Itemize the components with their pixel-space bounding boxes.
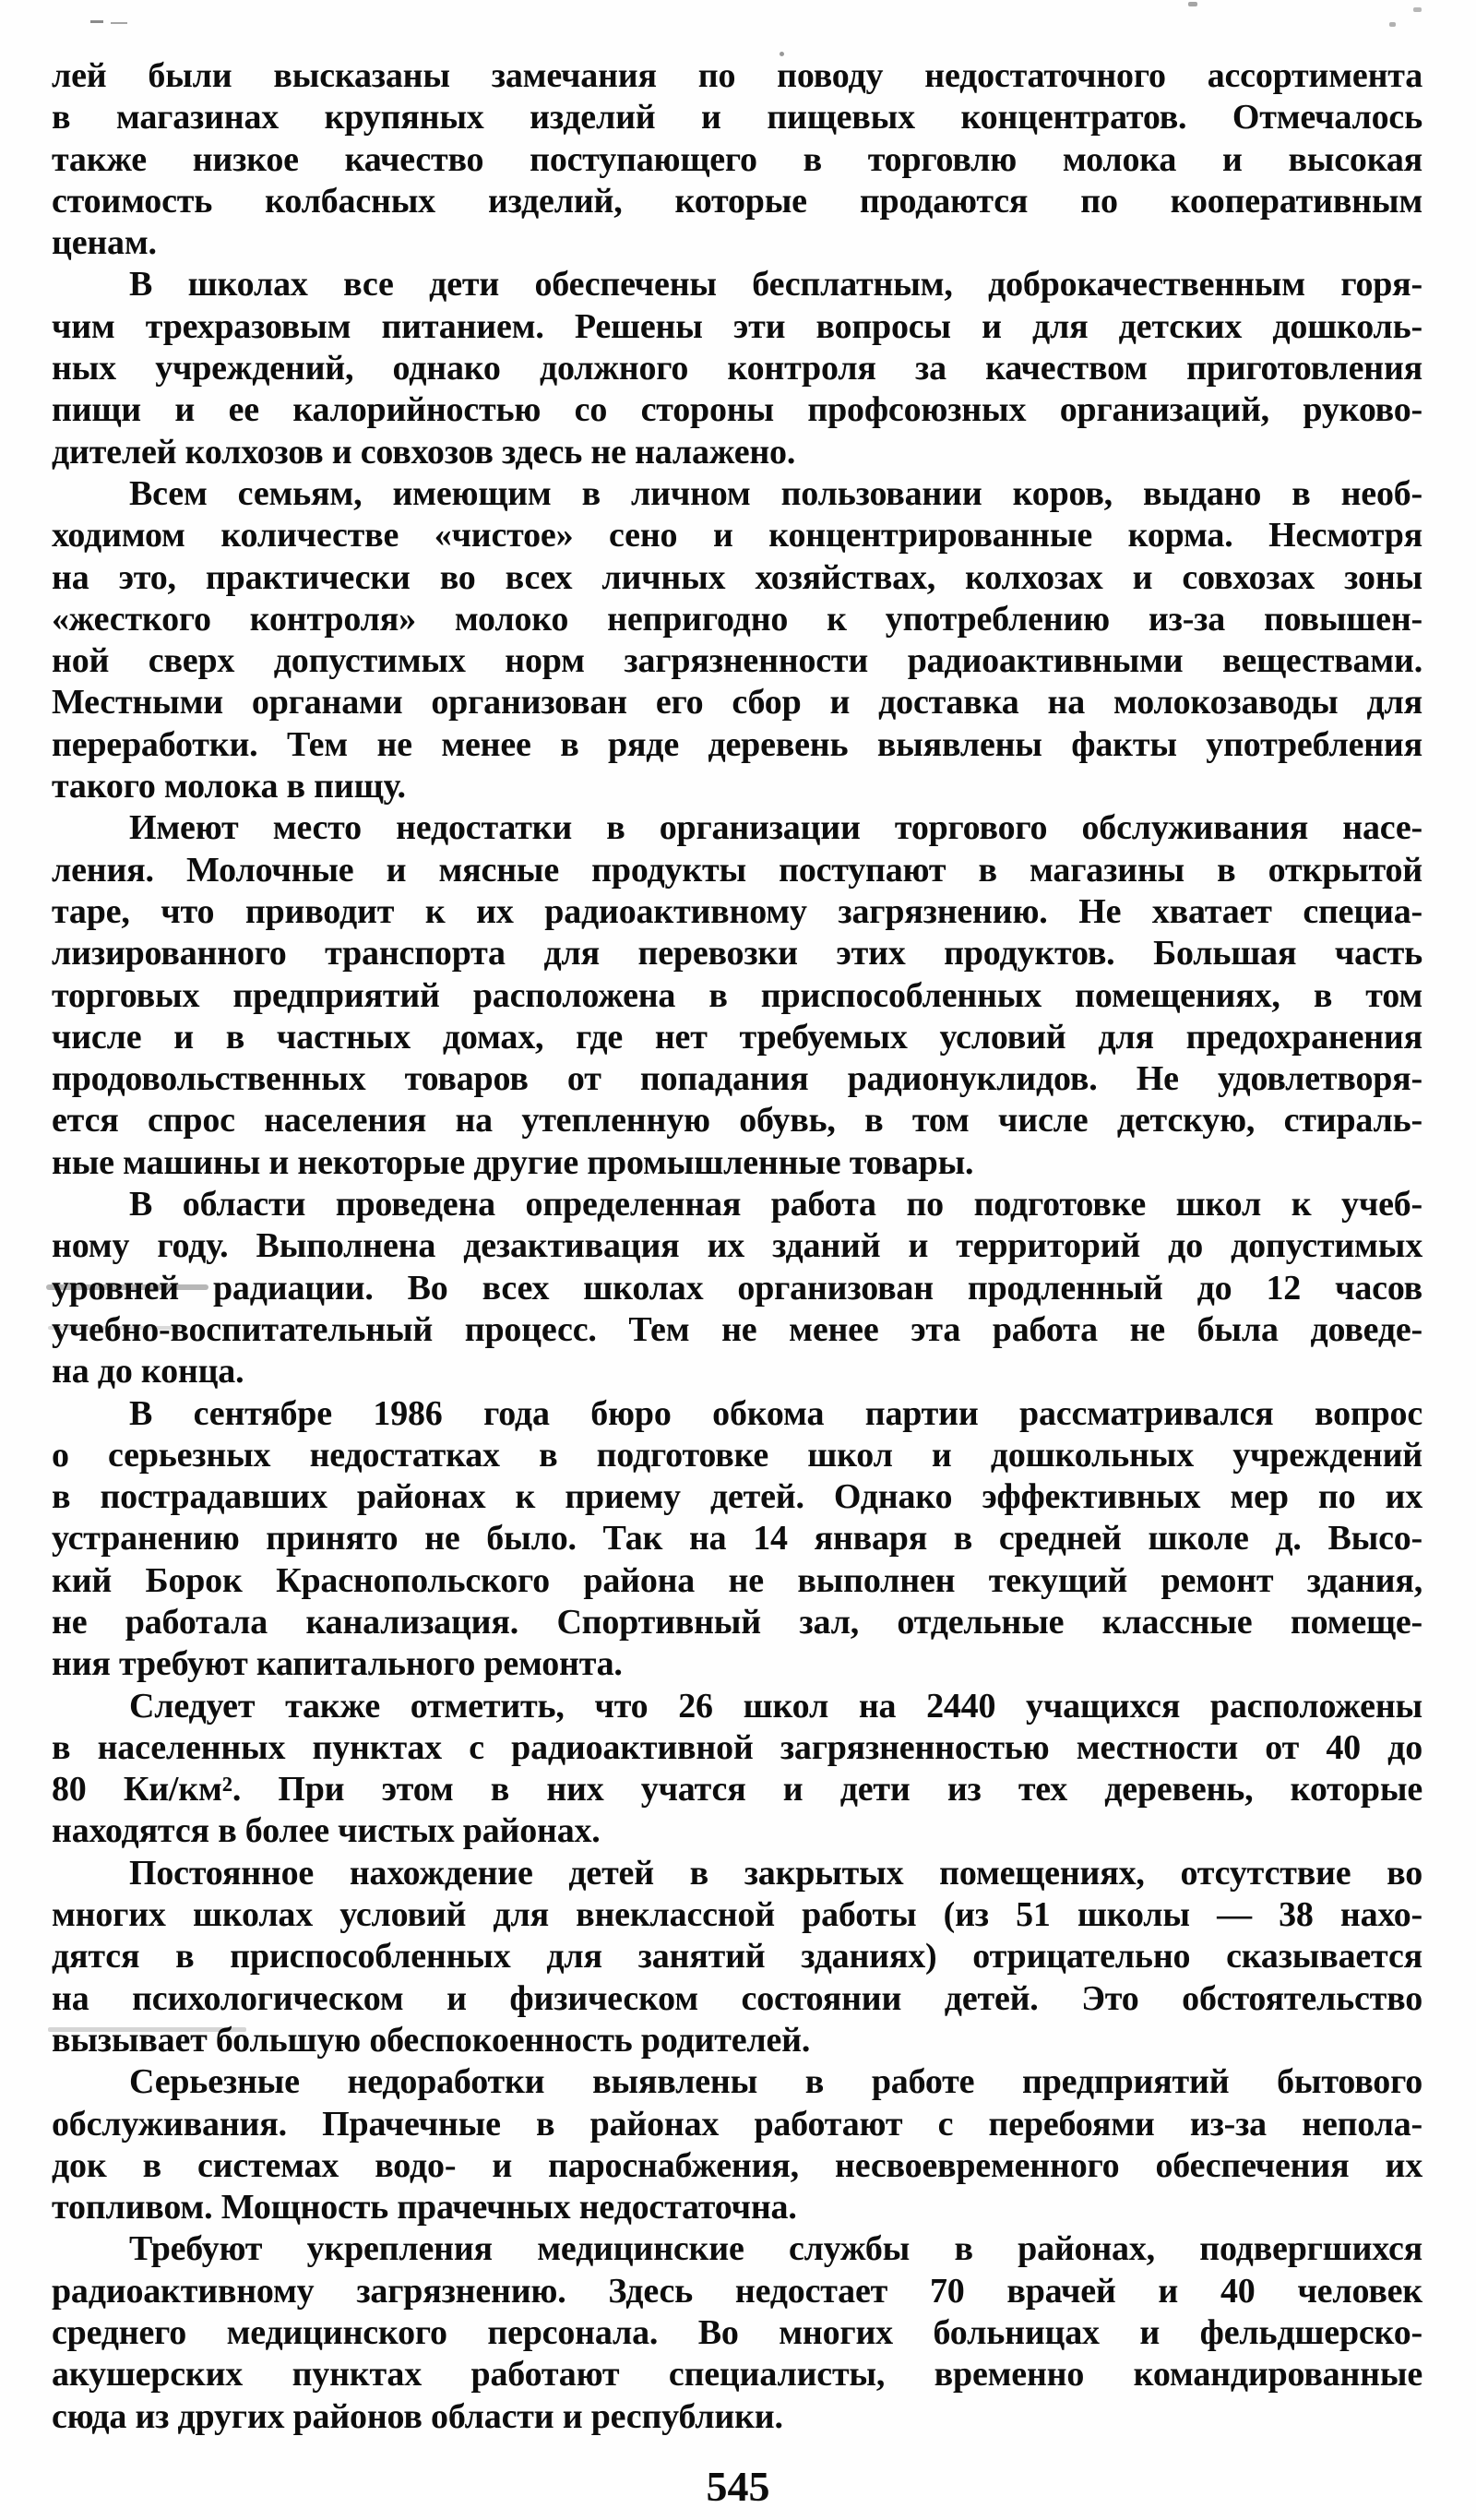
paragraph	[52, 1184, 1422, 1392]
text-line: числе и в частных домах, где нет требуемых условий для предохранения	[52, 1017, 1422, 1057]
text-line: пищи и ее калорийностью со стороны профсоюзных организаций, руково-	[52, 390, 1422, 430]
paragraph	[52, 1686, 1422, 1853]
text-line: уровней радиации. Во всех школах организован продленный до 12 часов	[52, 1268, 1422, 1308]
text-line: многих школах условий для внеклассной работы (из 51 школы — 38 нахо-	[52, 1895, 1422, 1935]
text-line: радиоактивному загрязнению. Здесь недостает 70 врачей и 40 человек	[52, 2271, 1422, 2311]
text-line: ных учреждений, однако должного контроля за качеством приготовления	[52, 349, 1422, 388]
text-line: сюда из других районов области и республики.	[52, 2396, 783, 2436]
text-line: Постоянное нахождение детей в закрытых помещениях, отсутствие во	[129, 1853, 1422, 1893]
text-line: на это, практически во всех личных хозяйствах, колхозах и совхозах зоны	[52, 557, 1422, 597]
text-line: не работала канализация. Спортивный зал, отдельные классные помеще-	[52, 1602, 1422, 1642]
text-line: Местными органами организован его сбор и доставка на молокозаводы для	[52, 683, 1422, 723]
text-line: торговых предприятий расположена в приспособленных помещениях, в том	[52, 975, 1422, 1015]
text-line: В сентябре 1986 года бюро обкома партии рассматривался вопрос	[129, 1393, 1422, 1433]
paragraph	[52, 1393, 1422, 1686]
text-line: стоимость колбасных изделий, которые продаются по кооперативным	[52, 181, 1422, 221]
text-line: лей были высказаны замечания по поводу недостаточного ассортимента	[52, 56, 1422, 95]
text-line: ется спрос населения на утепленную обувь, в том числе детскую, стираль-	[52, 1101, 1422, 1141]
text-line: вызывает большую обеспокоенность родителей.	[52, 2020, 811, 2060]
paragraph	[52, 264, 1422, 472]
text-line: ценам.	[52, 223, 157, 263]
paragraph	[52, 55, 1422, 264]
text-line: Следует также отметить, что 26 школ на 2440 учащихся расположены	[129, 1686, 1422, 1726]
text-line: лизированного транспорта для перевозки этих продуктов. Большая часть	[52, 934, 1422, 973]
scan-artifact	[90, 20, 103, 23]
scan-artifact	[1188, 2, 1197, 6]
scan-artifact	[1413, 7, 1422, 12]
text-line: акушерских пунктах работают специалисты, временно командированные	[52, 2355, 1422, 2395]
text-line: в пострадавших районах к приему детей. Однако эффективных мер по их	[52, 1477, 1422, 1517]
text-line: ной сверх допустимых норм загрязненности радиоактивными веществами.	[52, 641, 1422, 681]
scan-artifact	[1389, 22, 1396, 27]
text-line: учебно-воспитательный процесс. Тем не менее эта работа не была доведе-	[52, 1309, 1422, 1349]
text-line: находятся в более чистых районах.	[52, 1811, 601, 1851]
paragraph	[52, 1853, 1422, 2061]
paragraph	[52, 807, 1422, 1184]
page-number: 545	[706, 2463, 770, 2510]
text-line: ния требуют капитального ремонта.	[52, 1644, 623, 1684]
text-line: Требуют укрепления медицинские службы в районах, подвергшихся	[129, 2229, 1422, 2269]
text-line: Имеют место недостатки в организации торгового обслуживания насе-	[129, 808, 1422, 848]
text-line: Серьезные недоработки выявлены в работе предприятий бытового	[129, 2062, 1422, 2102]
text-line: также низкое качество поступающего в торговлю молока и высокая	[52, 139, 1422, 179]
text-line: «жесткого контроля» молоко непригодно к употреблению из-за повышен-	[52, 599, 1422, 639]
text-line: В области проведена определенная работа по подготовке школ к учеб-	[129, 1185, 1422, 1224]
text-line: в населенных пунктах с радиоактивной загрязненностью местности от 40 до	[52, 1727, 1422, 1767]
text-line: о серьезных недостатках в подготовке школ и дошкольных учреждений	[52, 1435, 1422, 1475]
text-line: Всем семьям, имеющим в личном пользовании коров, выдано в необ-	[129, 473, 1422, 513]
text-line: док в системах водо- и пароснабжения, несвоевременного обеспечения их	[52, 2145, 1422, 2185]
paragraph	[52, 473, 1422, 807]
text-line: ления. Молочные и мясные продукты поступают в магазины в открытой	[52, 850, 1422, 890]
text-line: топливом. Мощность прачечных недостаточна.	[52, 2188, 797, 2227]
text-line: среднего медицинского персонала. Во многих больницах и фельдшерско-	[52, 2313, 1422, 2353]
text-line: ному году. Выполнена дезактивация их зданий и территорий до допустимых	[52, 1226, 1422, 1266]
text-line: кий Борок Краснопольского района не выполнен текущий ремонт здания,	[52, 1560, 1422, 1600]
text-line: продовольственных товаров от попадания радионуклидов. Не удовлетворя-	[52, 1059, 1422, 1099]
paragraph	[52, 2061, 1422, 2228]
text-line: дятся в приспособленных для занятий зданиях) отрицательно сказывается	[52, 1937, 1422, 1977]
text-line: чим трехразовым питанием. Решены эти вопросы и для детских дошколь-	[52, 306, 1422, 346]
text-line: таре, что приводит к их радиоактивному загрязнению. Не хватает специа-	[52, 891, 1422, 931]
text-line: ные машины и некоторые другие промышленные товары.	[52, 1142, 974, 1182]
text-line: 80 Ки/км². При этом в них учатся и дети из тех деревень, которые	[52, 1770, 1422, 1809]
document-text	[52, 55, 1422, 2438]
scan-artifact	[111, 22, 127, 24]
text-line: В школах все дети обеспечены бесплатным, доброкачественным горя-	[129, 265, 1422, 305]
text-line: в магазинах крупяных изделий и пищевых концентратов. Отмечалось	[52, 98, 1422, 137]
text-line: обслуживания. Прачечные в районах работают с перебоями из-за непола-	[52, 2104, 1422, 2144]
text-line: на психологическом и физическом состоянии детей. Это обстоятельство	[52, 1978, 1422, 2018]
text-line: устранению принято не было. Так на 14 января в средней школе д. Высо-	[52, 1519, 1422, 1559]
text-line: переработки. Тем не менее в ряде деревень выявлены факты употребления	[52, 724, 1422, 764]
text-line: на до конца.	[52, 1352, 244, 1391]
text-line: дителей колхозов и совхозов здесь не налажено.	[52, 432, 796, 472]
text-line: ходимом количестве «чистое» сено и концентрированные корма. Несмотря	[52, 516, 1422, 555]
paragraph	[52, 2228, 1422, 2437]
text-line: такого молока в пищу.	[52, 767, 406, 806]
